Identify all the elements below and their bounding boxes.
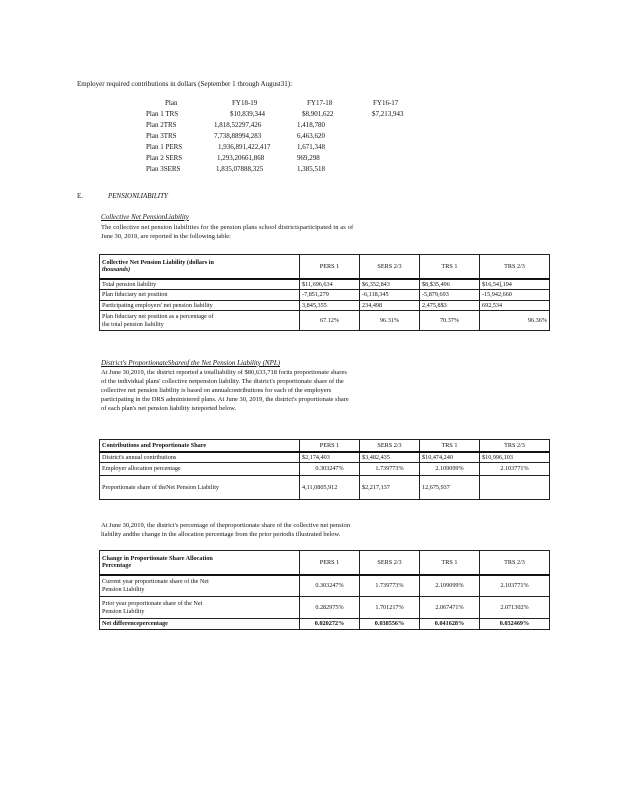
table-cell: 2.103771% xyxy=(480,463,550,476)
table-row xyxy=(100,452,550,463)
npl-subtitle: District's ProportionateShareof the Net Pension Liability (NPL) xyxy=(101,359,281,367)
change-paragraph-line: liability andthe change in the allocation percentage from the prior periodis illustrated below. xyxy=(101,531,341,538)
table-cell: 2.103771% xyxy=(480,575,550,597)
table-cell xyxy=(480,476,550,500)
table-cell: 2.067471% xyxy=(420,597,480,619)
table-cell: 234,498 xyxy=(360,300,420,311)
table-cell: -15,942,660 xyxy=(480,290,550,301)
table-cell: 96.36% xyxy=(480,311,550,331)
table-cell: Employer allocation percentage xyxy=(100,463,300,476)
table-cell: -6,118,345 xyxy=(360,290,420,301)
table-header-cell: SERS 2/3 xyxy=(360,551,420,575)
table-cell: 67.12% xyxy=(300,311,360,331)
table-header-cell: TRS 2/3 xyxy=(480,255,550,279)
npl-paragraph-line: collective net pension liability is based on annualcontributions for each of the employers xyxy=(101,387,332,394)
table-cell: Plan fiduciary net position xyxy=(100,290,300,301)
plan-value: 1,418,780 xyxy=(297,121,325,129)
table-header-cell: SERS 2/3 xyxy=(360,255,420,279)
table-cell: $2,174,403 xyxy=(300,452,360,463)
table-header-cell: TRS 1 xyxy=(420,255,480,279)
collective-paragraph-line: June 30, 2019, are reported in the following table: xyxy=(101,233,231,240)
plan-value: $8,901,622 xyxy=(302,110,334,118)
table-cell: Proportionate share of theNet Pension Liability xyxy=(100,476,300,500)
change-paragraph-line: At June 30,2019, the district's percentage of theproportionate share of the collective net pension xyxy=(101,522,350,529)
table-cell: Net differencepercentage xyxy=(100,619,300,630)
table-header-cell: TRS 2/3 xyxy=(480,440,550,452)
table-row xyxy=(100,300,550,311)
plan-row: Plan 2 SERS xyxy=(146,154,183,162)
table-row xyxy=(100,311,550,331)
table-cell: 12,675,937 xyxy=(420,476,480,500)
table-row xyxy=(100,575,550,597)
plan-row: Plan 3SERS xyxy=(146,165,181,173)
table-cell: $3,482,435 xyxy=(360,452,420,463)
plan-value: 1,835,07888,325 xyxy=(216,165,264,173)
table-header-row xyxy=(100,440,550,452)
table-header-cell: Contributions and Proportionate Share xyxy=(100,440,300,452)
table-cell: District's annual contributions xyxy=(100,452,300,463)
fy1718-col-header: FY17-18 xyxy=(307,99,333,107)
table-cell: 0.041628% xyxy=(420,619,480,630)
table-header-cell: SERS 2/3 xyxy=(360,440,420,452)
table-cell: -7,851,279 xyxy=(300,290,360,301)
table-cell: 0.020272% xyxy=(300,619,360,630)
table-header-cell: TRS 1 xyxy=(420,440,480,452)
table-cell: 692,534 xyxy=(480,300,550,311)
collective-npl-table xyxy=(99,254,550,331)
plan-col-header: Plan xyxy=(165,99,178,107)
table-row xyxy=(100,597,550,619)
table-cell: 1.701217% xyxy=(360,597,420,619)
proportionate-share-table xyxy=(99,439,550,500)
table-cell: $6,352,843 xyxy=(360,279,420,290)
fy1617-col-header: FY16-17 xyxy=(373,99,399,107)
table-cell: $10,474,240 xyxy=(420,452,480,463)
plan-value: $7,213,943 xyxy=(372,110,404,118)
table-cell: 0.303247% xyxy=(300,463,360,476)
table-row xyxy=(100,290,550,301)
plan-row: Plan 2TRS xyxy=(146,121,177,129)
table-header-cell: Collective Net Pension Liability (dollars in thousands) xyxy=(100,255,300,279)
table-cell: 1.739773% xyxy=(360,575,420,597)
table-cell: $8,$35,496 xyxy=(420,279,480,290)
plan-value: 969,298 xyxy=(297,154,320,162)
plan-row: Plan 3TRS xyxy=(146,132,177,140)
table-cell: Participating employers' net pension liability xyxy=(100,300,300,311)
plan-value: 1,936,891,422,417 xyxy=(218,143,271,151)
plan-value: 1,671,348 xyxy=(297,143,325,151)
table-cell: $2,217,137 xyxy=(360,476,420,500)
npl-paragraph-line: of the individual plans' collective netpension liability. The district's proportionate share of the xyxy=(101,378,344,385)
table-cell: 1.739773% xyxy=(360,463,420,476)
npl-paragraph-line: of each plan's net pension liability isreported below. xyxy=(101,405,237,412)
table-cell: 0.038556% xyxy=(360,619,420,630)
table-cell: Plan fiduciary net position as a percentage of the total pension liability xyxy=(100,311,300,331)
fy1819-col-header: FY18-19 xyxy=(232,99,258,107)
table-header-cell: TRS 1 xyxy=(420,551,480,575)
plan-value: 1,385,518 xyxy=(297,165,325,173)
plan-value: 7,738,88994,283 xyxy=(214,132,262,140)
table-cell: Prior year proportionate share of the Net Pension Liability xyxy=(100,597,300,619)
table-cell: $16,54],194 xyxy=(480,279,550,290)
table-cell: 0.303247% xyxy=(300,575,360,597)
plan-row: Plan 1 PERS xyxy=(146,143,183,151)
plan-value: 1,818,52297,426 xyxy=(214,121,262,129)
npl-paragraph-line: At June 30,2019, the district reported a totalliability of $80,633,718 forits proportionate shares xyxy=(101,369,347,376)
section-title: PENSIONLIABILITY xyxy=(108,192,168,200)
table-cell: 0.282975% xyxy=(300,597,360,619)
table-cell: 2.071302% xyxy=(480,597,550,619)
plan-row: Plan 1 TRS xyxy=(146,110,179,118)
change-allocation-table xyxy=(99,550,550,630)
table-header-row xyxy=(100,255,550,279)
table-cell: 96.31% xyxy=(360,311,420,331)
table-cell: Current year proportionate share of the Net Pension Liability xyxy=(100,575,300,597)
table-cell: $10,996,103 xyxy=(480,452,550,463)
table-header-cell: PERS 1 xyxy=(300,440,360,452)
table-cell: $11,696,634 xyxy=(300,279,360,290)
table-header-cell: PERS 1 xyxy=(300,255,360,279)
table-cell: 2,475,8$3 xyxy=(420,300,480,311)
table-header-cell: Change in Proportionate Share Allocation Percentage xyxy=(100,551,300,575)
table-header-cell: PERS 1 xyxy=(300,551,360,575)
table-cell: 4,11,0805,912 xyxy=(300,476,360,500)
plan-value: $10,839,344 xyxy=(230,110,265,118)
table-row xyxy=(100,279,550,290)
table-row xyxy=(100,476,550,500)
table-cell: -5,879,693 xyxy=(420,290,480,301)
table-cell: 2.109099% xyxy=(420,575,480,597)
table-row xyxy=(100,463,550,476)
contributions-heading: Employer required contributions in dollars (September 1 through August31): xyxy=(77,80,293,88)
plan-value: 1,293,20661,868 xyxy=(217,154,265,162)
table-row xyxy=(100,619,550,630)
collective-subtitle: Collective Net PensionLiability xyxy=(101,213,189,221)
table-cell: 0.032469% xyxy=(480,619,550,630)
collective-paragraph-line: The collective net pension liabilities for the pension plans school districtsparticipated in as of xyxy=(101,224,354,231)
table-header-row xyxy=(100,551,550,575)
section-letter: E. xyxy=(77,192,84,200)
table-cell: Total pension liability xyxy=(100,279,300,290)
plan-value: 6,463,620 xyxy=(297,132,325,140)
table-cell: 3,845,355 xyxy=(300,300,360,311)
npl-paragraph-line: participating in the DRS administered plans. At June 30, 2019, the district's proportionate share xyxy=(101,396,349,403)
table-cell: 70.37% xyxy=(420,311,480,331)
table-header-cell: TRS 2/3 xyxy=(480,551,550,575)
table-cell: 2.109099% xyxy=(420,463,480,476)
